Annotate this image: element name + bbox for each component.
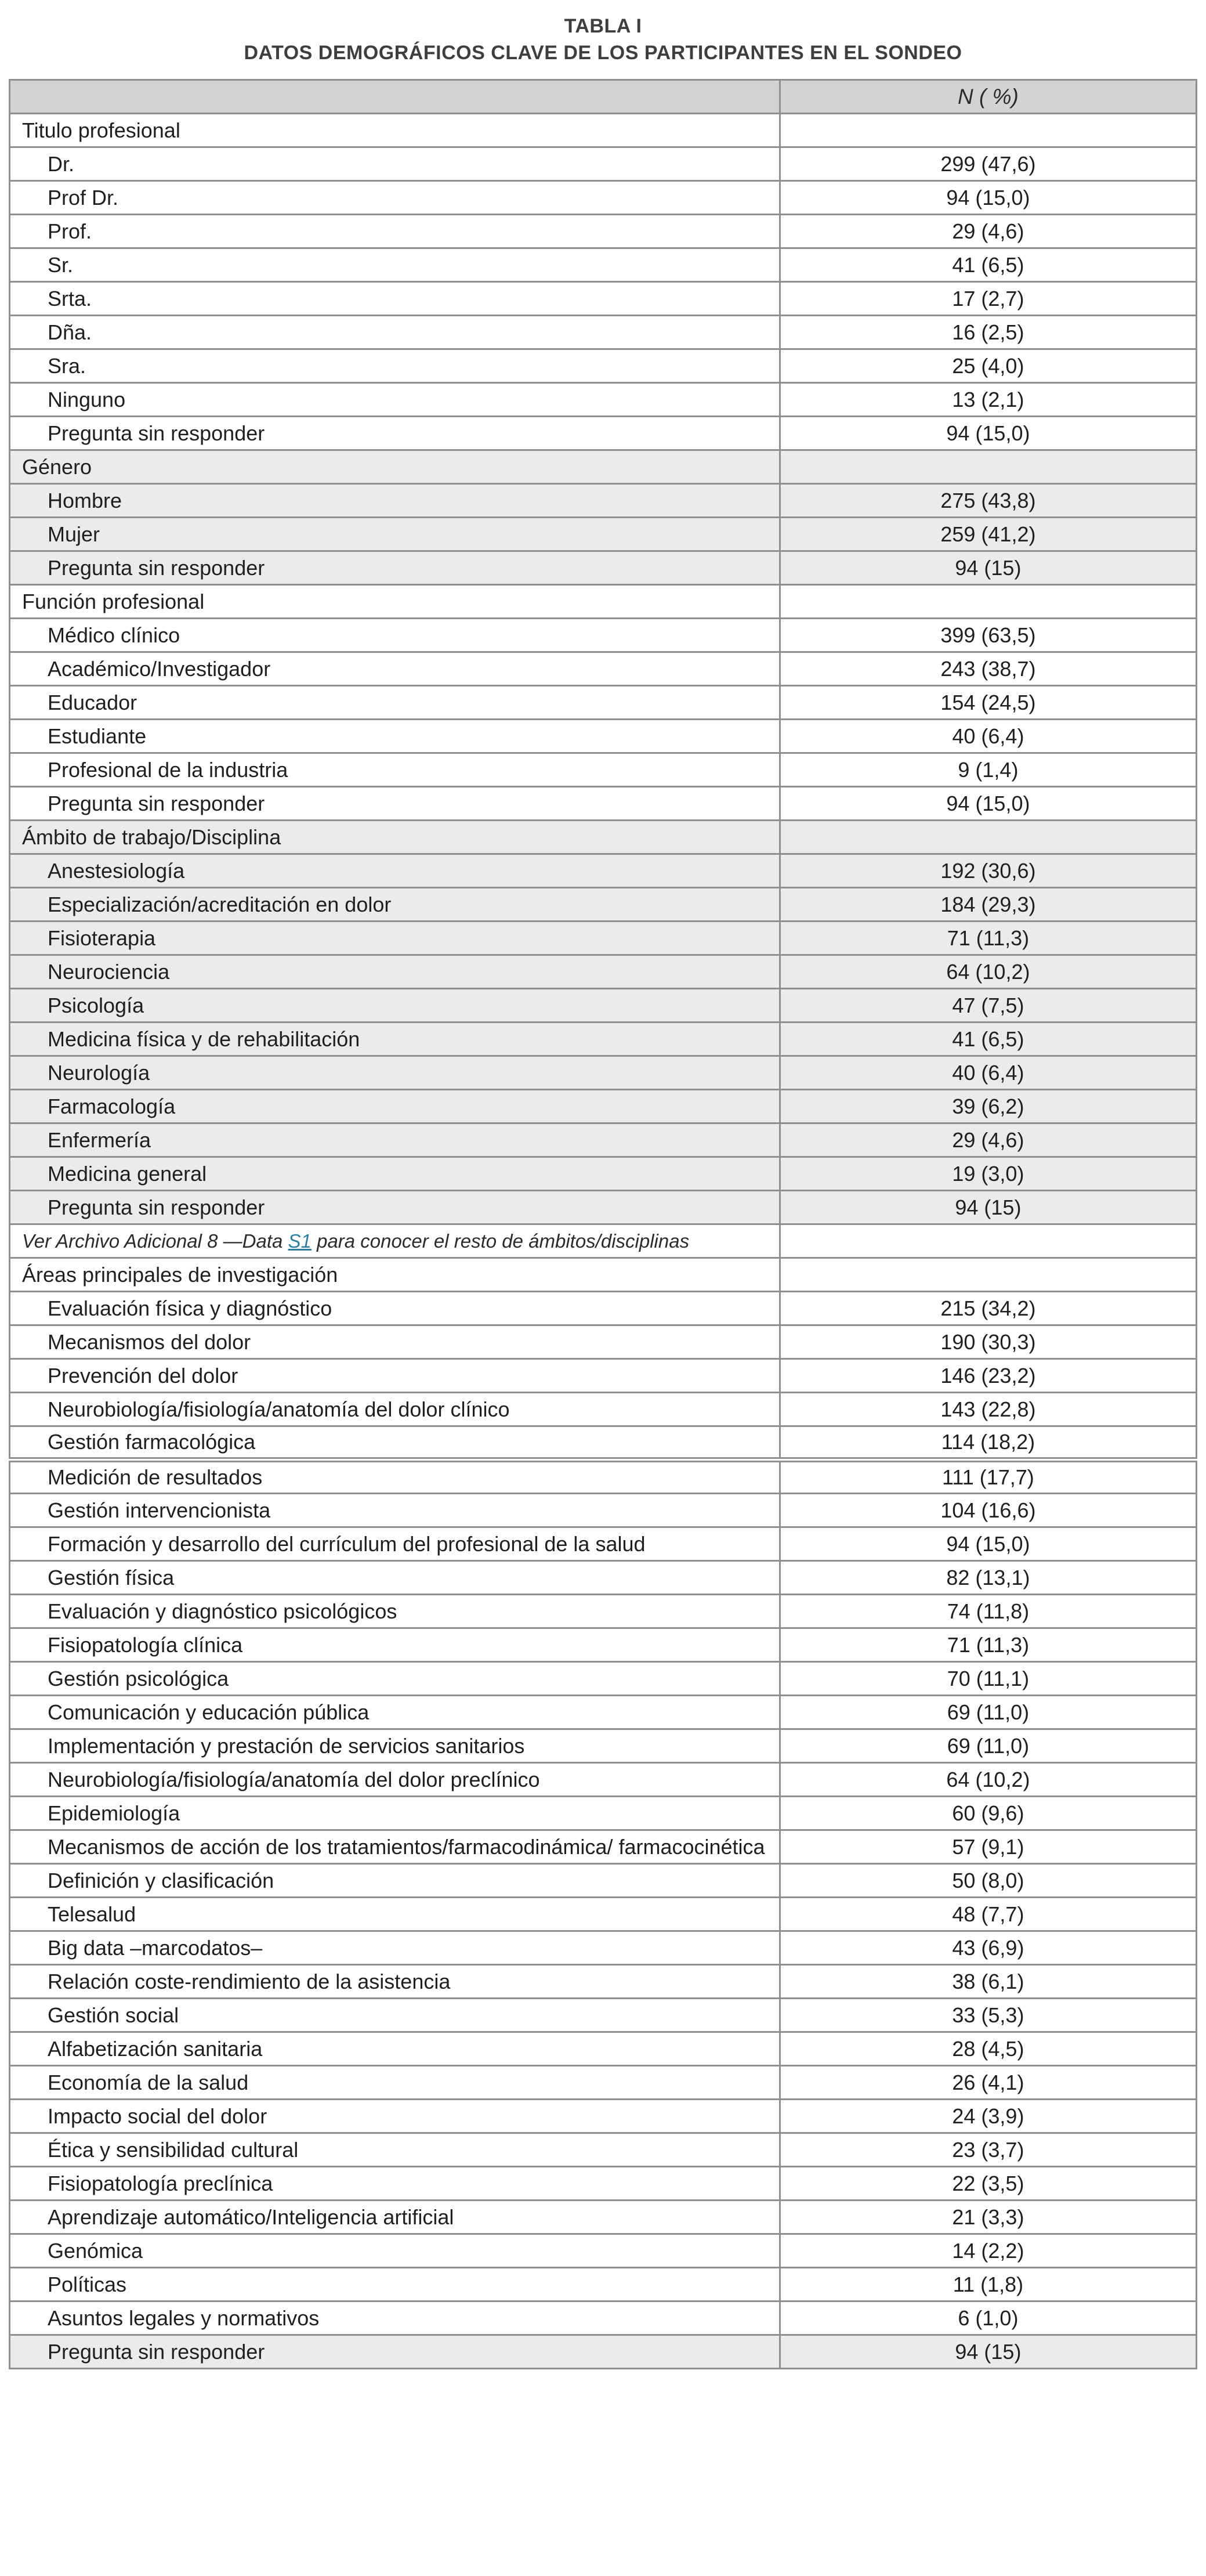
empty-header-cell xyxy=(10,80,780,114)
section-empty-value-cell xyxy=(780,1258,1196,1292)
row-label: Pregunta sin responder xyxy=(10,417,780,450)
row-label: Telesalud xyxy=(10,1898,780,1931)
row-label: Hombre xyxy=(10,484,780,518)
row-value: 399 (63,5) xyxy=(780,619,1196,652)
row-value: 69 (11,0) xyxy=(780,1729,1196,1763)
row-label: Gestión física xyxy=(10,1561,780,1595)
row-label: Pregunta sin responder xyxy=(10,2335,780,2369)
row-label: Formación y desarrollo del currículum del profesional de la salud xyxy=(10,1527,780,1561)
table-row xyxy=(10,1056,1197,1090)
table-row xyxy=(10,2302,1197,2335)
table-row xyxy=(10,989,1197,1023)
row-label: Políticas xyxy=(10,2268,780,2302)
table-row xyxy=(10,854,1197,888)
row-value: 43 (6,9) xyxy=(780,1931,1196,1965)
table-row xyxy=(10,1325,1197,1359)
row-label: Alfabetización sanitaria xyxy=(10,2032,780,2066)
row-label: Impacto social del dolor xyxy=(10,2100,780,2133)
row-label: Relación coste-rendimiento de la asistencia xyxy=(10,1965,780,1999)
row-value: 111 (17,7) xyxy=(780,1460,1196,1494)
row-value: 94 (15,0) xyxy=(780,787,1196,821)
table-row xyxy=(10,686,1197,720)
row-label: Ninguno xyxy=(10,383,780,417)
row-value: 9 (1,4) xyxy=(780,753,1196,787)
table-row xyxy=(10,1696,1197,1729)
table-row xyxy=(10,1628,1197,1662)
row-value: 94 (15) xyxy=(780,2335,1196,2369)
row-value: 19 (3,0) xyxy=(780,1157,1196,1191)
note-text xyxy=(10,1224,780,1258)
row-label: Estudiante xyxy=(10,720,780,753)
row-value: 70 (11,1) xyxy=(780,1662,1196,1696)
row-label: Epidemiología xyxy=(10,1797,780,1830)
row-label: Farmacología xyxy=(10,1090,780,1123)
table-row xyxy=(10,1797,1197,1830)
table-row xyxy=(10,2268,1197,2302)
row-label: Asuntos legales y normativos xyxy=(10,2302,780,2335)
row-label: Mecanismos del dolor xyxy=(10,1325,780,1359)
row-value: 6 (1,0) xyxy=(780,2302,1196,2335)
table-row xyxy=(10,551,1197,585)
row-label: Gestión social xyxy=(10,1999,780,2032)
row-label: Profesional de la industria xyxy=(10,753,780,787)
row-value: 26 (4,1) xyxy=(780,2066,1196,2100)
row-value: 14 (2,2) xyxy=(780,2234,1196,2268)
row-label: Big data –marcodatos– xyxy=(10,1931,780,1965)
section-header-row xyxy=(10,114,1197,147)
row-value: 64 (10,2) xyxy=(780,955,1196,989)
row-value: 41 (6,5) xyxy=(780,1023,1196,1056)
table-row xyxy=(10,1359,1197,1393)
row-value: 17 (2,7) xyxy=(780,282,1196,316)
section-header-row xyxy=(10,821,1197,854)
table-row xyxy=(10,1191,1197,1224)
row-value: 71 (11,3) xyxy=(780,922,1196,955)
row-value: 114 (18,2) xyxy=(780,1426,1196,1460)
table-row xyxy=(10,383,1197,417)
row-value: 40 (6,4) xyxy=(780,1056,1196,1090)
row-label: Fisiopatología preclínica xyxy=(10,2167,780,2201)
table-row xyxy=(10,720,1197,753)
table-row xyxy=(10,417,1197,450)
row-value: 60 (9,6) xyxy=(780,1797,1196,1830)
table-row xyxy=(10,1662,1197,1696)
table-row xyxy=(10,215,1197,248)
row-value: 25 (4,0) xyxy=(780,349,1196,383)
row-value: 94 (15) xyxy=(780,1191,1196,1224)
row-label: Mujer xyxy=(10,518,780,551)
row-label: Psicología xyxy=(10,989,780,1023)
row-label: Neurobiología/fisiología/anatomía del dolor clínico xyxy=(10,1393,780,1426)
table-row xyxy=(10,1763,1197,1797)
section-header-row xyxy=(10,585,1197,619)
row-label: Ética y sensibilidad cultural xyxy=(10,2133,780,2167)
row-value: 64 (10,2) xyxy=(780,1763,1196,1797)
table-body xyxy=(10,114,1197,2369)
row-value: 21 (3,3) xyxy=(780,2201,1196,2234)
row-label: Neurobiología/fisiología/anatomía del dolor preclínico xyxy=(10,1763,780,1797)
table-row xyxy=(10,922,1197,955)
row-value: 243 (38,7) xyxy=(780,652,1196,686)
row-value: 40 (6,4) xyxy=(780,720,1196,753)
row-label: Neurología xyxy=(10,1056,780,1090)
row-value: 57 (9,1) xyxy=(780,1830,1196,1864)
table-row xyxy=(10,955,1197,989)
row-value: 259 (41,2) xyxy=(780,518,1196,551)
table-row xyxy=(10,1494,1197,1527)
table-row xyxy=(10,316,1197,349)
table-row xyxy=(10,1830,1197,1864)
table-row xyxy=(10,1023,1197,1056)
row-label: Sr. xyxy=(10,248,780,282)
row-label: Implementación y prestación de servicios sanitarios xyxy=(10,1729,780,1763)
row-label: Economía de la salud xyxy=(10,2066,780,2100)
table-row xyxy=(10,619,1197,652)
row-value: 50 (8,0) xyxy=(780,1864,1196,1898)
table-row xyxy=(10,2100,1197,2133)
row-value: 69 (11,0) xyxy=(780,1696,1196,1729)
section-empty-value-cell xyxy=(780,585,1196,619)
row-label: Pregunta sin responder xyxy=(10,787,780,821)
table-row xyxy=(10,1460,1197,1494)
table-row xyxy=(10,787,1197,821)
table-row xyxy=(10,181,1197,215)
row-label: Especialización/acreditación en dolor xyxy=(10,888,780,922)
table-title-block xyxy=(0,0,1206,66)
table-note-row xyxy=(10,1224,1197,1258)
row-value: 71 (11,3) xyxy=(780,1628,1196,1662)
row-value: 29 (4,6) xyxy=(780,1123,1196,1157)
row-value: 190 (30,3) xyxy=(780,1325,1196,1359)
table-row xyxy=(10,2234,1197,2268)
row-label: Dña. xyxy=(10,316,780,349)
row-label: Prof Dr. xyxy=(10,181,780,215)
row-value: 94 (15,0) xyxy=(780,181,1196,215)
table-row xyxy=(10,1931,1197,1965)
row-value: 47 (7,5) xyxy=(780,989,1196,1023)
row-value: 24 (3,9) xyxy=(780,2100,1196,2133)
row-label: Aprendizaje automático/Inteligencia artificial xyxy=(10,2201,780,2234)
row-label: Medicina general xyxy=(10,1157,780,1191)
table-row xyxy=(10,1561,1197,1595)
row-label: Sra. xyxy=(10,349,780,383)
row-value: 184 (29,3) xyxy=(780,888,1196,922)
section-header-row xyxy=(10,1258,1197,1292)
row-label: Medicina física y de rehabilitación xyxy=(10,1023,780,1056)
row-label: Evaluación y diagnóstico psicológicos xyxy=(10,1595,780,1628)
table-row xyxy=(10,484,1197,518)
row-label: Medición de resultados xyxy=(10,1460,780,1494)
section-empty-value-cell xyxy=(780,821,1196,854)
row-value: 33 (5,3) xyxy=(780,1999,1196,2032)
section-empty-value-cell xyxy=(780,114,1196,147)
row-value: 192 (30,6) xyxy=(780,854,1196,888)
row-label: Mecanismos de acción de los tratamientos/farmacodinámica/ farmacocinética xyxy=(10,1830,780,1864)
n-percent-column-header: N ( %) xyxy=(780,80,1196,114)
table-row xyxy=(10,1292,1197,1325)
table-row xyxy=(10,2066,1197,2100)
table-row xyxy=(10,1157,1197,1191)
row-label: Médico clínico xyxy=(10,619,780,652)
row-value: 11 (1,8) xyxy=(780,2268,1196,2302)
table-row xyxy=(10,1999,1197,2032)
table-row xyxy=(10,1729,1197,1763)
section-header-row xyxy=(10,450,1197,484)
note-suffix: para conocer el resto de ámbitos/disciplinas xyxy=(311,1230,690,1252)
table-row xyxy=(10,652,1197,686)
supplementary-data-s1-link[interactable]: S1 xyxy=(288,1230,312,1252)
table-row xyxy=(10,2335,1197,2369)
row-value: 29 (4,6) xyxy=(780,215,1196,248)
row-value: 104 (16,6) xyxy=(780,1494,1196,1527)
row-label: Srta. xyxy=(10,282,780,316)
table-row xyxy=(10,753,1197,787)
row-label: Enfermería xyxy=(10,1123,780,1157)
row-label: Gestión farmacológica xyxy=(10,1426,780,1460)
table-row xyxy=(10,248,1197,282)
table-row xyxy=(10,1393,1197,1426)
table-row xyxy=(10,1426,1197,1460)
table-number: TABLA I xyxy=(564,15,642,37)
section-empty-value-cell xyxy=(780,450,1196,484)
row-value: 215 (34,2) xyxy=(780,1292,1196,1325)
table-row xyxy=(10,1864,1197,1898)
row-label: Fisiopatología clínica xyxy=(10,1628,780,1662)
table-row xyxy=(10,1527,1197,1561)
section-label: Titulo profesional xyxy=(10,114,780,147)
table-row xyxy=(10,1898,1197,1931)
note-empty-value-cell xyxy=(780,1224,1196,1258)
row-label: Prof. xyxy=(10,215,780,248)
row-value: 143 (22,8) xyxy=(780,1393,1196,1426)
table-row xyxy=(10,2032,1197,2066)
row-value: 154 (24,5) xyxy=(780,686,1196,720)
table-row xyxy=(10,1123,1197,1157)
row-value: 38 (6,1) xyxy=(780,1965,1196,1999)
row-label: Evaluación física y diagnóstico xyxy=(10,1292,780,1325)
row-value: 74 (11,8) xyxy=(780,1595,1196,1628)
row-value: 82 (13,1) xyxy=(780,1561,1196,1595)
row-label: Definición y clasificación xyxy=(10,1864,780,1898)
row-label: Neurociencia xyxy=(10,955,780,989)
row-value: 275 (43,8) xyxy=(780,484,1196,518)
row-value: 94 (15,0) xyxy=(780,1527,1196,1561)
row-value: 13 (2,1) xyxy=(780,383,1196,417)
row-label: Fisioterapia xyxy=(10,922,780,955)
row-value: 146 (23,2) xyxy=(780,1359,1196,1393)
row-value: 16 (2,5) xyxy=(780,316,1196,349)
row-label: Educador xyxy=(10,686,780,720)
row-value: 94 (15,0) xyxy=(780,417,1196,450)
row-value: 28 (4,5) xyxy=(780,2032,1196,2066)
table-row xyxy=(10,2167,1197,2201)
section-label: Áreas principales de investigación xyxy=(10,1258,780,1292)
table-row xyxy=(10,147,1197,181)
row-label: Pregunta sin responder xyxy=(10,1191,780,1224)
table-row xyxy=(10,2201,1197,2234)
table-caption: DATOS DEMOGRÁFICOS CLAVE DE LOS PARTICIPANTES EN EL SONDEO xyxy=(244,42,962,64)
row-label: Prevención del dolor xyxy=(10,1359,780,1393)
row-value: 39 (6,2) xyxy=(780,1090,1196,1123)
section-label: Género xyxy=(10,450,780,484)
row-value: 41 (6,5) xyxy=(780,248,1196,282)
row-value: 299 (47,6) xyxy=(780,147,1196,181)
table-row xyxy=(10,888,1197,922)
table-header-row xyxy=(10,80,1197,114)
row-label: Comunicación y educación pública xyxy=(10,1696,780,1729)
table-row xyxy=(10,1595,1197,1628)
row-label: Genómica xyxy=(10,2234,780,2268)
table-row xyxy=(10,518,1197,551)
table-row xyxy=(10,1090,1197,1123)
table-row xyxy=(10,2133,1197,2167)
table-row xyxy=(10,349,1197,383)
note-prefix: Ver Archivo Adicional 8 —Data xyxy=(22,1230,288,1252)
row-value: 94 (15) xyxy=(780,551,1196,585)
row-value: 48 (7,7) xyxy=(780,1898,1196,1931)
row-value: 22 (3,5) xyxy=(780,2167,1196,2201)
row-label: Académico/Investigador xyxy=(10,652,780,686)
demographics-table-wrap xyxy=(9,79,1197,2369)
row-value: 23 (3,7) xyxy=(780,2133,1196,2167)
section-label: Ámbito de trabajo/Disciplina xyxy=(10,821,780,854)
demographics-table xyxy=(9,79,1197,2369)
row-label: Gestión psicológica xyxy=(10,1662,780,1696)
row-label: Gestión intervencionista xyxy=(10,1494,780,1527)
row-label: Anestesiología xyxy=(10,854,780,888)
section-label: Función profesional xyxy=(10,585,780,619)
table-row xyxy=(10,1965,1197,1999)
row-label: Dr. xyxy=(10,147,780,181)
table-row xyxy=(10,282,1197,316)
row-label: Pregunta sin responder xyxy=(10,551,780,585)
